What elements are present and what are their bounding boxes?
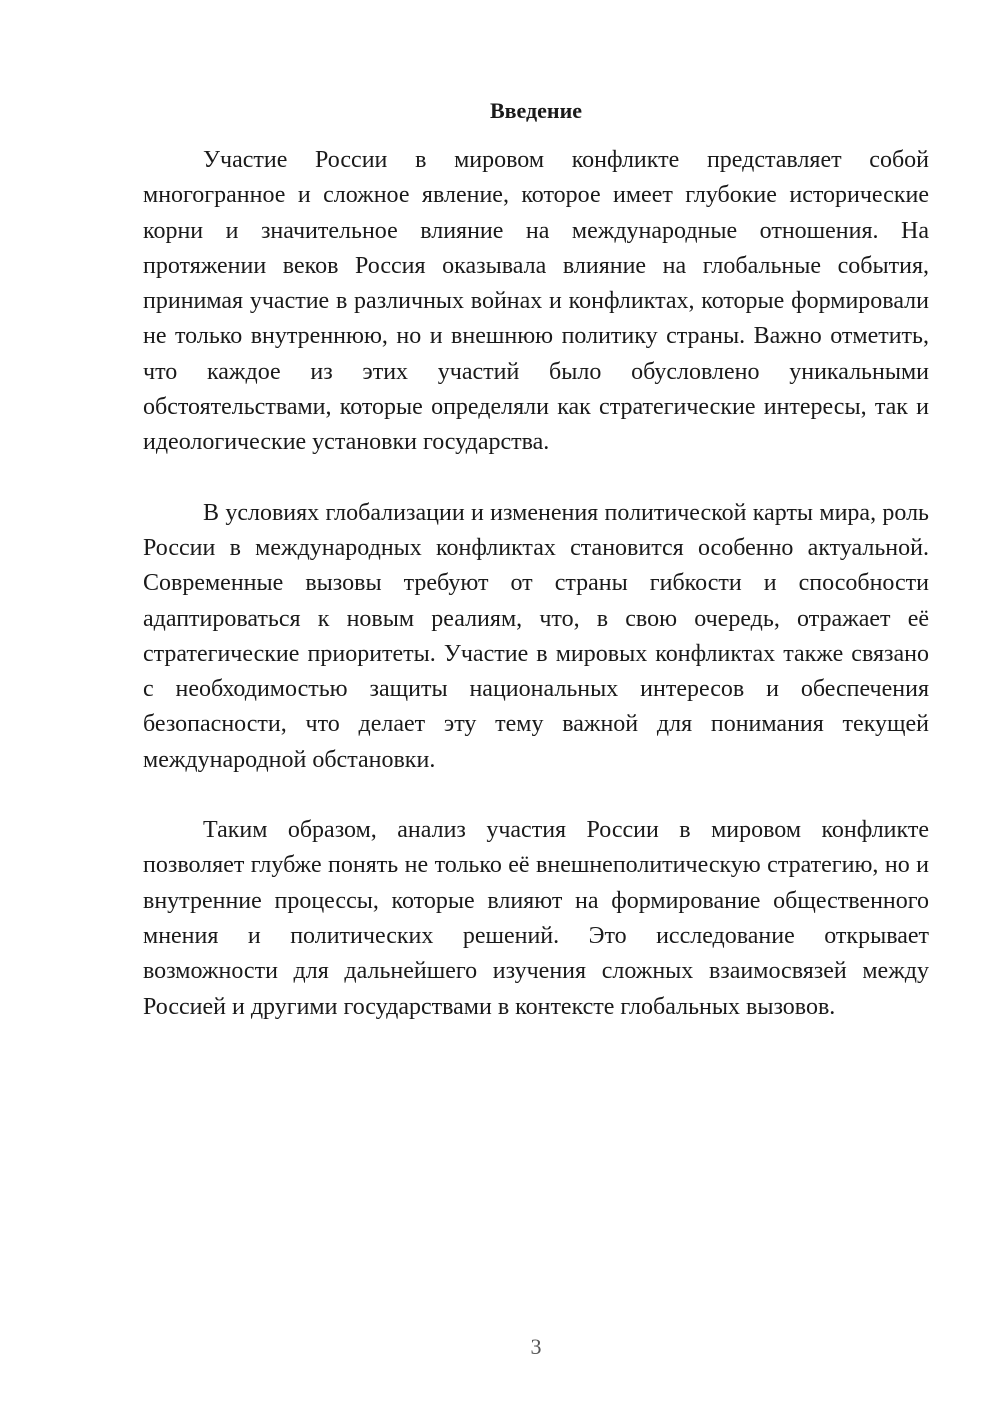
- page-number: 3: [530, 1334, 542, 1359]
- section-title: Введение: [489, 98, 583, 123]
- paragraph-2: В условиях глобализации и изменения политической карты мира, роль России в международных конфликтах становится особенно актуальной. Современные вызовы требуют от страны гибкости и способности адаптироваться к новым реалиям, что, в свою очередь, отражает её стратегические приоритеты. Участие в мировых конфликтах также связано с необходимостью защиты национальных интересов и обеспечения безопасности, что делает эту тему важной для понимания текущей международной обстановки.: [143, 499, 929, 773]
- body-text: [143, 143, 929, 1025]
- paragraph-1: Участие России в мировом конфликте представляет собой многогранное и сложное явление, которое имеет глубокие исторические корни и значительное влияние на международные отношения. На протяжении веков Россия оказывала влияние на глобальные события, принимая участие в различных войнах и конфликтах, которые формировали не только внутреннюю, но и внешнюю политику страны. Важно отметить, что каждое из этих участий было обусловлено уникальными обстоятельствами, которые определяли как стратегические интересы, так и идеологические установки государства.: [143, 147, 929, 456]
- paragraph-3: Таким образом, анализ участия России в мировом конфликте позволяет глубже понять не только её внешнеполитическую стратегию, но и внутренние процессы, которые влияют на формирование общественного мнения и политических решений. Это исследование открывает возможности для дальнейшего изучения сложных взаимосвязей между Россией и другими государствами в контексте глобальных вызовов.: [143, 817, 929, 1020]
